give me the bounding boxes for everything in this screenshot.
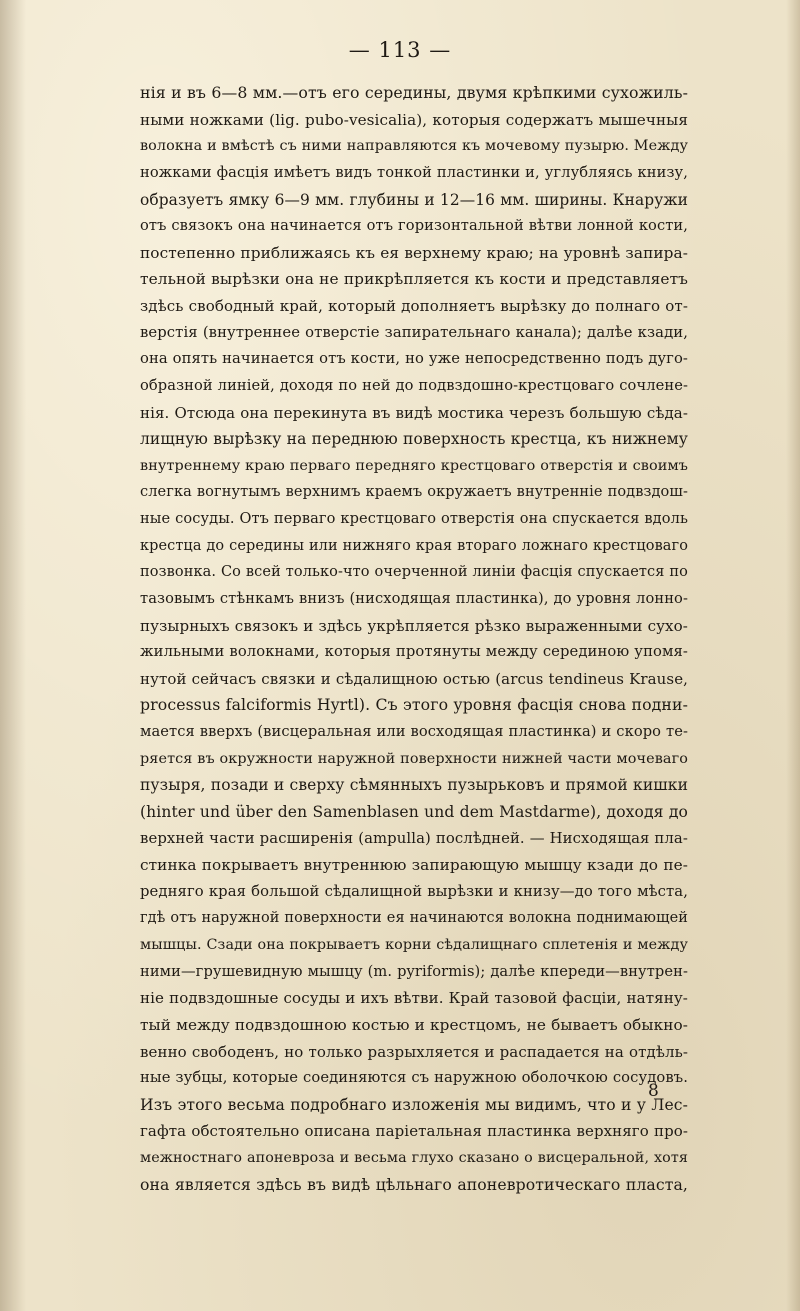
text-line: волокна и вмѣстѣ съ ними направляются къ мочевому пузырю. Между [140, 138, 688, 155]
text-line: нія и въ 6—8 мм.—отъ его середины, двумя крѣпкими сухожиль- [140, 83, 688, 102]
text-line: венно свободенъ, но только разрыхляется и распадается на отдѣль- [140, 1042, 688, 1061]
text-line: нія. Отсюда она перекинута въ видѣ мостика черезъ большую сѣда- [140, 403, 688, 422]
text-line: верхней части расширенія (ampulla) послѣдней. — Нисходящая пла- [140, 829, 688, 847]
text-line: ними—грушевидную мышцу (m. pyriformis); далѣе кпереди—внутрен- [140, 962, 688, 980]
text-line: постепенно приближаясь къ ея верхнему краю; на уровнѣ запира- [140, 243, 688, 262]
text-line: пузырныхъ связокъ и здѣсь укрѣпляется рѣзко выраженными сухо- [140, 616, 688, 635]
text-line: здѣсь свободный край, который дополняетъ вырѣзку до полнаго от- [140, 297, 688, 315]
text-line: крестца до середины или нижняго края втораго ложнаго крестцоваго [140, 537, 688, 554]
text-line: ряется въ окружности наружной поверхности нижней части мочеваго [140, 750, 688, 767]
text-line: ные зубцы, которые соединяются съ наружною оболочкою сосудовъ. [140, 1069, 688, 1087]
signature-mark: 8 [648, 1081, 659, 1101]
text-line: ніе подвздошные сосуды и ихъ вѣтви. Край тазовой фасціи, натяну- [140, 989, 688, 1008]
text-line: (hinter und über den Samenblasen und dem Mastdarme), доходя до [140, 802, 688, 821]
text-line: позвонка. Со всей только-что очерченной линіи фасція спускается по [140, 564, 688, 581]
text-line: Изъ этого весьма подробнаго изложенія мы видимъ, что и у Лес- [140, 1095, 688, 1114]
text-line: она опять начинается отъ кости, но уже непосредственно подъ дуго- [140, 350, 688, 368]
binding-shadow [0, 0, 26, 1311]
text-line: жильными волокнами, которыя протянуты между серединою упомя- [140, 643, 688, 661]
text-line: она является здѣсь въ видѣ цѣльнаго апоневротическаго пласта, [140, 1174, 688, 1194]
text-line: нутой сейчасъ связки и сѣдалищною остью (arcus tendineus Krause, [140, 669, 688, 688]
text-line: ные сосуды. Отъ перваго крестцоваго отверстія она спускается вдоль [140, 510, 688, 527]
body-text [140, 80, 688, 1198]
page-edge [786, 0, 800, 1311]
text-line: слегка вогнутымъ верхнимъ краемъ окружаетъ внутренніе подвздош- [140, 484, 688, 501]
text-line: отъ связокъ она начинается отъ горизонтальной вѣтви лонной кости, [140, 217, 688, 235]
text-line: пузыря, позади и сверху сѣмянныхъ пузырьковъ и прямой кишки [140, 776, 688, 795]
text-line: ножками фасція имѣетъ видъ тонкой пластинки и, углубляясь книзу, [140, 163, 688, 181]
text-line: внутреннему краю перваго передняго крестцоваго отверстія и своимъ [140, 457, 688, 474]
text-line: образной линіей, доходя по ней до подвздошно-крестцоваго сочлене- [140, 376, 688, 394]
text-line: гдѣ отъ наружной поверхности ея начинаются волокна поднимающей [140, 910, 688, 927]
text-line: редняго края большой сѣдалищной вырѣзки и книзу—до того мѣста, [140, 882, 688, 900]
text-line: гафта обстоятельно описана паріетальная пластинка верхняго про- [140, 1122, 688, 1141]
text-line: тый между подвздошною костью и крестцомъ, не бываетъ обыкно- [140, 1015, 688, 1034]
text-line: мышцы. Сзади она покрываетъ корни сѣдалищнаго сплетенія и между [140, 937, 688, 953]
text-line: ными ножками (lig. pubo-vesicalia), которыя содержатъ мышечныя [140, 110, 688, 129]
text-line: стинка покрываетъ внутреннюю запирающую мышцу кзади до пе- [140, 856, 688, 875]
text-line: тельной вырѣзки она не прикрѣпляется къ кости и представляетъ [140, 270, 688, 289]
text-line: образуетъ ямку 6—9 мм. глубины и 12—16 мм. ширины. Кнаружи [140, 190, 688, 209]
text-line: тазовымъ стѣнкамъ внизъ (нисходящая пластинка), до уровня лонно- [140, 589, 688, 607]
text-line: лищную вырѣзку на переднюю поверхность крестца, къ нижнему [140, 430, 688, 449]
text-line: мается вверхъ (висцеральная или восходящая пластинка) и скоро те- [140, 723, 688, 740]
page-number: — 113 — [348, 38, 452, 62]
text-line: межностнаго апоневроза и весьма глухо сказано о висцеральной, хотя [140, 1150, 688, 1166]
text-line: processus falciformis Hyrtl). Съ этого уровня фасція снова подни- [140, 695, 688, 715]
text-line: верстія (внутреннее отверстіе запирательнаго канала); далѣе кзади, [140, 323, 688, 341]
